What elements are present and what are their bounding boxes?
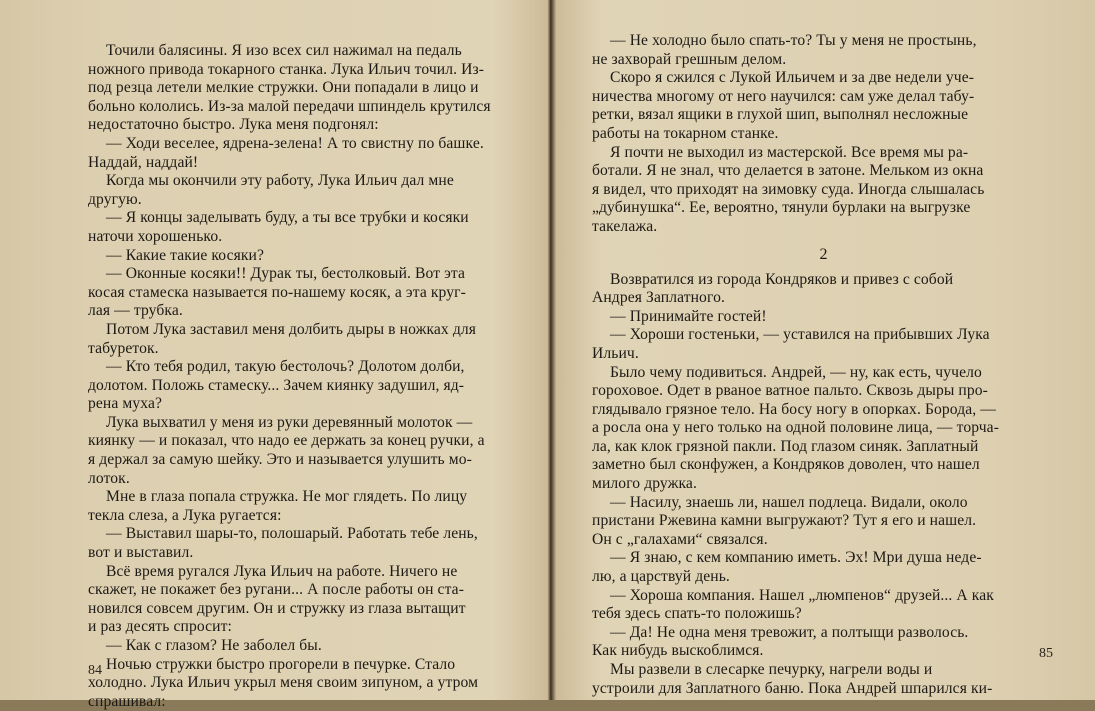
text-line: — Не холодно было спать-то? Ты у меня не простынь, <box>610 32 977 49</box>
text-line: Он с „галахами“ связался. <box>592 530 768 548</box>
text-line: — Я знаю, с кем компанию иметь. Эх! Мри душа неде- <box>610 549 982 567</box>
text-line: — Ходи веселее, ядрена-зелена! А то свистну по башке. <box>106 134 484 152</box>
text-line: я держал за самую шейку. Это и называется улушить мо- <box>88 451 472 469</box>
text-line: Когда мы окончили эту работу, Лука Ильич дал мне <box>106 172 454 190</box>
text-line: — Кто тебя родил, такую бестолочь? Долотом долби, <box>106 358 465 376</box>
text-line: — Хороша компания. Нашел „люмпенов“ друзей... А как <box>610 586 994 604</box>
text-line: другую. <box>88 190 142 208</box>
text-line: больно кололись. Из-за малой передачи шпиндель крутился <box>88 97 491 115</box>
text-line: недостаточно быстро. Лука меня подгонял: <box>88 116 379 134</box>
text-line: ничества многому от него научился: сам уже делал табу- <box>592 87 975 105</box>
text-line: спрашивал: <box>88 692 166 710</box>
text-line: работы на токарном станке. <box>592 124 779 142</box>
text-line: Точили балясины. Я изо всех сил нажимал на педаль <box>106 42 462 59</box>
left-page <box>0 0 548 710</box>
text-line: гороховое. Одет в рваное ватное пальто. Сквозь дыры про- <box>592 382 988 400</box>
text-line: вот и выставил. <box>88 544 194 562</box>
text-line: табуреток. <box>88 339 159 357</box>
text-line: я видел, что приходят на зимовку суда. Иногда слышалась <box>592 180 985 198</box>
left-page-text <box>88 42 518 711</box>
text-line: Наддай, наддай! <box>88 153 199 171</box>
right-page-text-after-section <box>592 271 1055 699</box>
text-line: Лука выхватил у меня из руки деревянный молоток — <box>106 413 473 431</box>
text-line: Мне в глаза попала стружка. Не мог глядеть. По лицу <box>106 488 468 506</box>
text-line: наточи хорошенько. <box>88 227 223 245</box>
text-line: — Принимайте гостей! <box>610 307 767 325</box>
text-line: долотом. Положь стамеску... Зачем киянку задушил, яд- <box>88 376 465 394</box>
right-page-number: 85 <box>1039 646 1053 661</box>
text-line: — Хороши гостеньки, — уставился на прибывших Лука <box>610 326 990 344</box>
text-line: Было чему подивиться. Андрей, — ну, как есть, чучело <box>610 363 982 381</box>
text-line: Мы развели в слесарке печурку, нагрели воды и <box>610 661 933 678</box>
text-line: Потом Лука заставил меня долбить дыры в ножках для <box>106 320 477 338</box>
section-number: 2 <box>819 245 828 263</box>
text-line: новился совсем другим. Он и стружку из глаза вытащит <box>88 599 466 617</box>
text-line: глядывало грязное тело. На босу ногу в опорках. Борода, — <box>592 400 996 418</box>
right-page <box>560 0 1095 700</box>
text-line: холодно. Лука Ильич укрыл меня своим зипуном, а утром <box>88 674 479 692</box>
text-line: Ночью стружки быстро прогорели в печурке. Стало <box>106 655 456 673</box>
text-line: — Оконные косяки!! Дурак ты, бестолковый. Вот эта <box>106 265 466 283</box>
text-line: а росла она у него только на одной половине лица, — торча- <box>592 419 999 437</box>
text-line: Я почти не выходил из мастерской. Все время мы ра- <box>610 143 969 161</box>
text-line: — Насилу, знаешь ли, нашел подлеца. Видали, около <box>610 493 968 511</box>
text-line: скажет, не покажет без ругани... А после работы он ста- <box>88 581 464 599</box>
text-line: под резца летели мелкие стружки. Они попадали в лицо и <box>88 79 479 97</box>
text-line: милого дружка. <box>592 475 697 493</box>
text-line: ножного привода токарного станка. Лука Ильич точил. Из- <box>88 60 485 78</box>
text-line: рена муха? <box>88 395 162 413</box>
text-line: ботали. Я не знал, что делается в затоне. Мельком из окна <box>592 162 984 180</box>
text-line: и раз десять спросит: <box>88 618 232 636</box>
right-page-text-before-section <box>592 32 1055 237</box>
text-line: киянку — и показал, что надо ее держать за конец ручки, а <box>88 432 485 450</box>
text-line: тебя здесь спать-то положишь? <box>592 605 802 623</box>
text-line: — Выставил шары-то, полошарый. Работать тебе лень, <box>106 525 478 543</box>
text-line: Всё время ругался Лука Ильич на работе. Ничего не <box>106 562 458 580</box>
text-line: Возвратился из города Кондряков и привез с собой <box>610 270 954 288</box>
text-line: устроили для Заплатного баню. Пока Андрей шпарился ки- <box>592 679 993 697</box>
text-line: такелажа. <box>592 217 658 235</box>
text-line: ретки, вязал ящики в глухой шип, выполнял несложные <box>592 106 969 124</box>
left-page-number: 84 <box>88 663 102 678</box>
text-line: Андрея Заплатного. <box>592 289 725 307</box>
text-line: Как нибудь выскоблимся. <box>592 642 764 660</box>
text-line: — Я концы заделывать буду, а ты все трубки и косяки <box>106 209 469 227</box>
text-line: Скоро я сжился с Лукой Ильичем и за две недели уче- <box>610 69 975 87</box>
text-line: не захворай грешным делом. <box>592 50 787 68</box>
text-line: заметно был сконфужен, а Кондряков доволен, что нашел <box>592 456 980 474</box>
text-line: пристани Ржевина камни выгружают? Тут я его и нашел. <box>592 512 977 530</box>
text-line: лая — трубка. <box>88 302 183 320</box>
text-line: — Какие такие косяки? <box>106 246 265 264</box>
text-line: Ильич. <box>592 344 639 362</box>
text-line: лоток. <box>88 469 130 487</box>
text-line: — Да! Не одна меня тревожит, а полтыщи разволось. <box>610 623 969 641</box>
text-line: ла, как клок грязной пакли. Под глазом синяк. Заплатный <box>592 437 979 455</box>
text-line: лю, а царствуй день. <box>592 568 730 586</box>
text-line: текла слеза, а Лука ругается: <box>88 506 282 524</box>
text-line: „дубинушка“. Ее, вероятно, тянули бурлаки на выгрузке <box>592 199 971 217</box>
text-line: — Как с глазом? Не заболел бы. <box>106 637 322 654</box>
text-line: косая стамеска называется по-нашему косяк, а эта круг- <box>88 283 466 301</box>
